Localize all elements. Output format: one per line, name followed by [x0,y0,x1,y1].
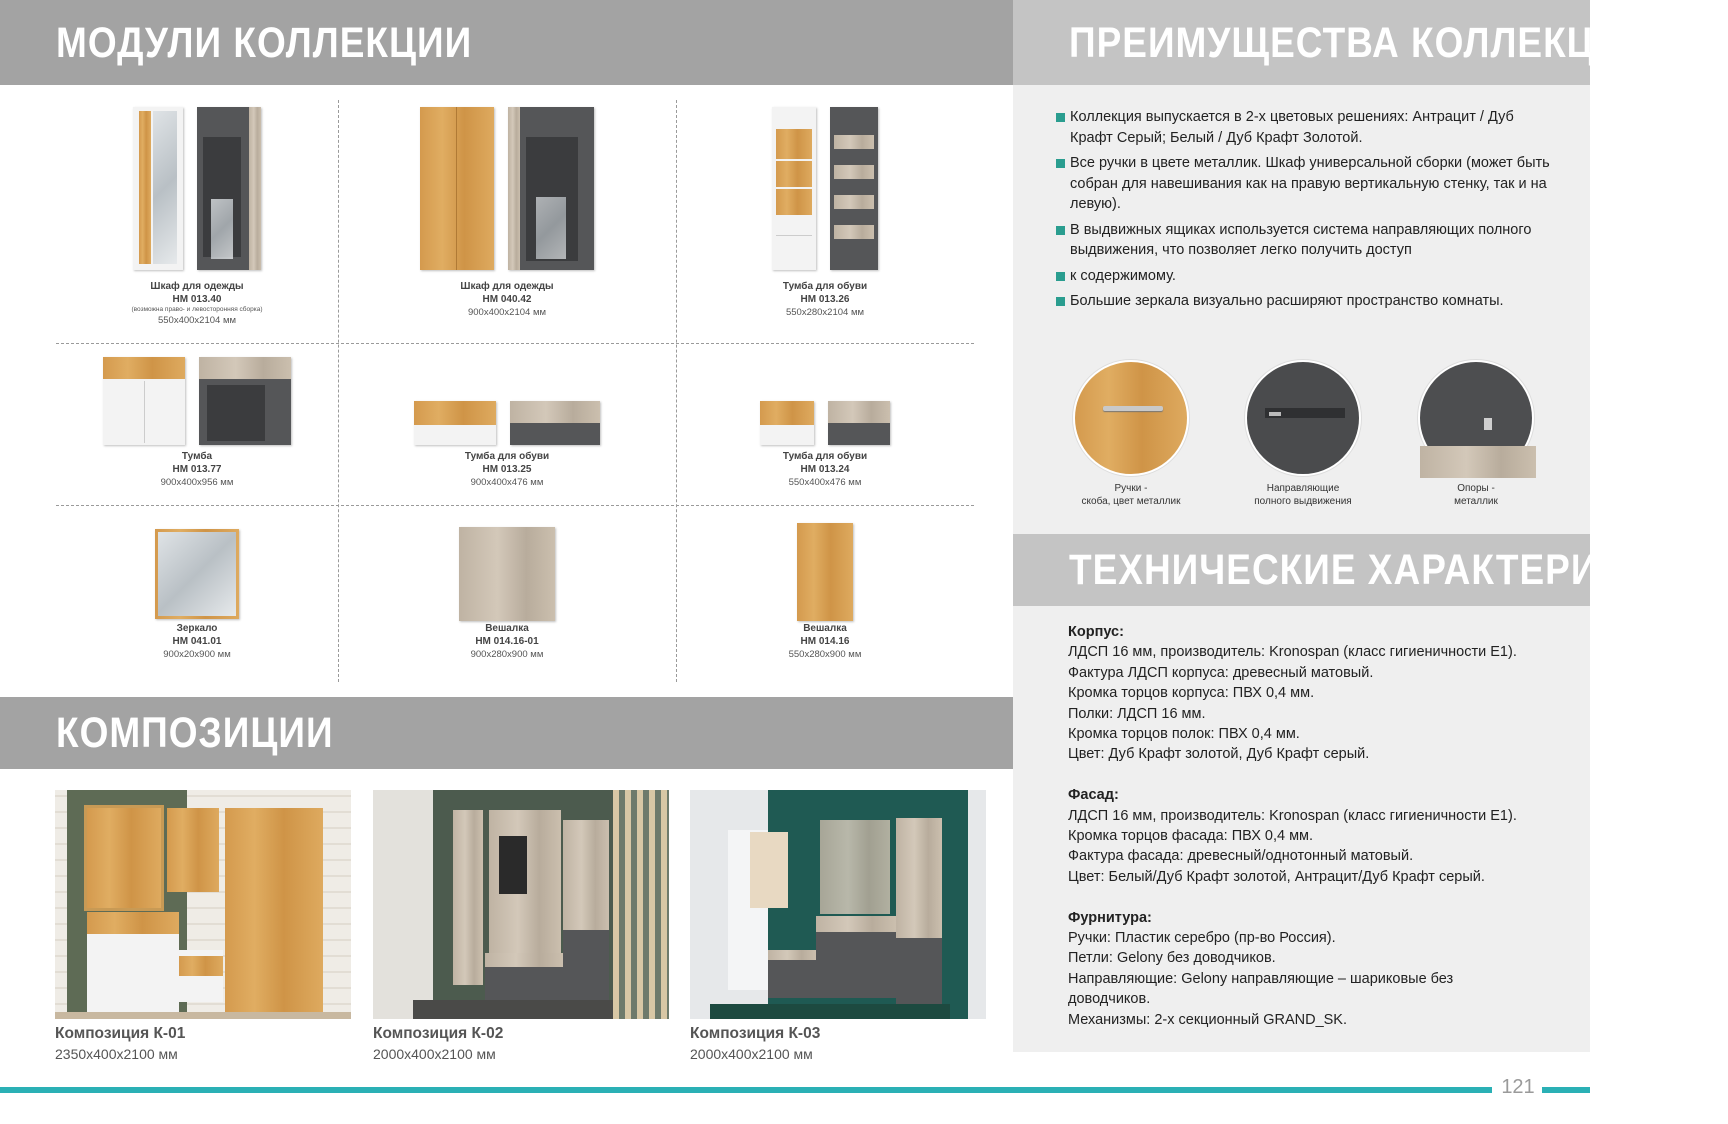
module-card [56,100,338,343]
module-card [338,100,676,343]
page-number: 121 [1501,1076,1535,1098]
spec-line: Фактура фасада: древесный/однотонный матовый. [1068,848,1414,865]
spec-line: Ручки: Пластик серебро (пр-во Россия). [1068,930,1336,947]
spec-line: Фактура ЛДСП корпуса: древесный матовый. [1068,664,1374,681]
module-dims: 900x20x900 мм [163,649,231,660]
module-card [56,505,338,682]
composition-name: Композиция К-01 [55,1025,186,1042]
module-code: НМ 014.16 [800,636,850,647]
module-code: НМ 013.24 [800,464,850,475]
composition-card [373,790,669,1062]
module-image [338,525,676,621]
composition-dims: 2000x400x2100 мм [373,1046,496,1062]
module-code: НМ 013.40 [172,294,222,305]
advantages-banner [1013,0,1650,85]
module-dims: 550x400x2104 мм [157,315,237,326]
feature-label: Ручки - скоба, цвет металлик [1081,483,1181,507]
module-name: Зеркало [176,623,218,634]
module-card [676,505,974,682]
module-card [338,343,676,505]
composition-card [55,790,351,1062]
specs-facade-heading: Фасад: [1068,787,1119,804]
spec-line: Кромка торцов фасада: ПВХ 0,4 мм. [1068,828,1314,845]
specs-hardware-heading: Фурнитура: [1068,909,1152,926]
feature-circles [1056,360,1556,510]
module-card [676,100,974,343]
advantage-item: к содержимому. [1056,266,1556,287]
module-code: НМ 013.77 [172,464,222,475]
module-name: Тумба для обуви [464,451,550,462]
module-image [338,104,676,270]
module-image [338,395,676,445]
module-caption [338,622,676,661]
advantage-item: В выдвижных ящиках используется система направляющих полного выдвижения, что позволяет легко получить доступ [1056,220,1556,261]
module-card [676,343,974,505]
composition-photo [690,790,986,1019]
spec-line: Направляющие: Gelony направляющие – шариковые без [1068,970,1454,987]
module-image [676,104,974,270]
module-image [56,104,338,270]
modules-grid [56,100,974,682]
module-image [56,527,338,619]
module-caption [56,280,338,327]
advantages-list [1056,107,1556,317]
module-image [676,519,974,621]
modules-banner [0,0,1013,85]
support-image [1418,360,1534,476]
module-caption [676,280,974,319]
spec-line: доводчиков. [1068,991,1151,1008]
specs-body-heading: Корпус: [1068,624,1124,640]
advantage-item: Коллекция выпускается в 2-х цветовых решениях: Антрацит / Дуб Крафт Серый; Белый / Дуб Крафт Золотой. [1056,107,1556,148]
specs-banner [1013,534,1728,606]
compositions-banner [0,697,1013,769]
module-dims: 900x400x476 мм [470,477,544,488]
module-code: НМ 041.01 [172,636,222,647]
composition-photo [55,790,351,1019]
module-dims: 550x280x900 мм [788,649,862,660]
composition-card [690,790,986,1062]
compositions-title: КОМПОЗИЦИИ [56,708,334,756]
module-name: Шкаф для одежды [150,281,244,292]
module-name: Шкаф для одежды [460,281,554,292]
composition-dims: 2000x400x2100 мм [690,1046,813,1062]
module-name: Тумба [181,451,213,462]
module-code: НМ 013.26 [800,294,850,305]
spec-line: Кромка торцов полок: ПВХ 0,4 мм. [1068,726,1300,743]
spec-line: Кромка торцов корпуса: ПВХ 0,4 мм. [1068,685,1315,702]
composition-name: Композиция К-03 [690,1025,821,1042]
spec-line: ЛДСП 16 мм, производитель: Kronospan (класс гигиеничности Е1). [1068,644,1517,661]
modules-title: МОДУЛИ КОЛЛЕКЦИИ [56,18,473,66]
feature-item [1228,360,1378,508]
module-card [56,343,338,505]
composition-dims: 2350x400x2100 мм [55,1046,178,1062]
module-caption [676,622,974,661]
module-image [676,395,974,445]
spec-line: Цвет: Белый/Дуб Крафт золотой, Антрацит/Дуб Крафт серый. [1068,868,1485,885]
footer-rule [0,1087,1492,1093]
module-name: Вешалка [803,623,847,634]
specs-block [1068,622,1578,1030]
module-name: Тумба для обуви [782,281,868,292]
composition-name: Композиция К-02 [373,1025,504,1042]
module-note: (возможна право- и левосторонняя сборка) [131,306,263,313]
module-card [338,505,676,682]
module-caption [338,450,676,489]
module-code: НМ 013.25 [482,464,532,475]
module-dims: 550x280x2104 мм [785,307,865,318]
module-caption [56,622,338,661]
module-caption [56,450,338,489]
advantage-item: Все ручки в цвете металлик. Шкаф универсальной сборки (может быть собран для навешивания как на правую вертикальную стенку, так и на левую). [1056,153,1556,215]
spec-line: ЛДСП 16 мм, производитель: Kronospan (класс гигиеничности Е1). [1068,807,1517,824]
feature-item [1401,360,1551,508]
module-image [56,355,338,445]
spec-line: Петли: Gelony без доводчиков. [1068,950,1276,967]
module-code: НМ 014.16-01 [475,636,539,647]
advantage-item: Большие зеркала визуально расширяют пространство комнаты. [1056,291,1556,312]
module-dims: 550x400x476 мм [788,477,862,488]
specs-title: ТЕХНИЧЕСКИЕ ХАРАКТЕРИСТИКИ [1069,545,1728,593]
feature-label: Опоры - металлик [1454,483,1498,507]
module-caption [676,450,974,489]
rail-image [1245,360,1361,476]
handle-image [1073,360,1189,476]
advantages-title: ПРЕИМУЩЕСТВА КОЛЛЕКЦИИ [1069,18,1650,66]
module-name: Вешалка [485,623,529,634]
spec-line: Полки: ЛДСП 16 мм. [1068,705,1206,722]
spec-line: Цвет: Дуб Крафт золотой, Дуб Крафт серый. [1068,746,1370,763]
footer-rule [1542,1087,1590,1093]
module-dims: 900x400x2104 мм [467,307,547,318]
module-caption [338,280,676,319]
feature-item [1056,360,1206,508]
module-dims: 900x280x900 мм [470,649,544,660]
feature-label: Направляющие полного выдвижения [1254,483,1352,507]
module-dims: 900x400x956 мм [160,477,234,488]
composition-photo [373,790,669,1019]
module-name: Тумба для обуви [782,451,868,462]
spec-line: Механизмы: 2-х секционный GRAND_SK. [1068,1011,1348,1028]
module-code: НМ 040.42 [482,294,532,305]
